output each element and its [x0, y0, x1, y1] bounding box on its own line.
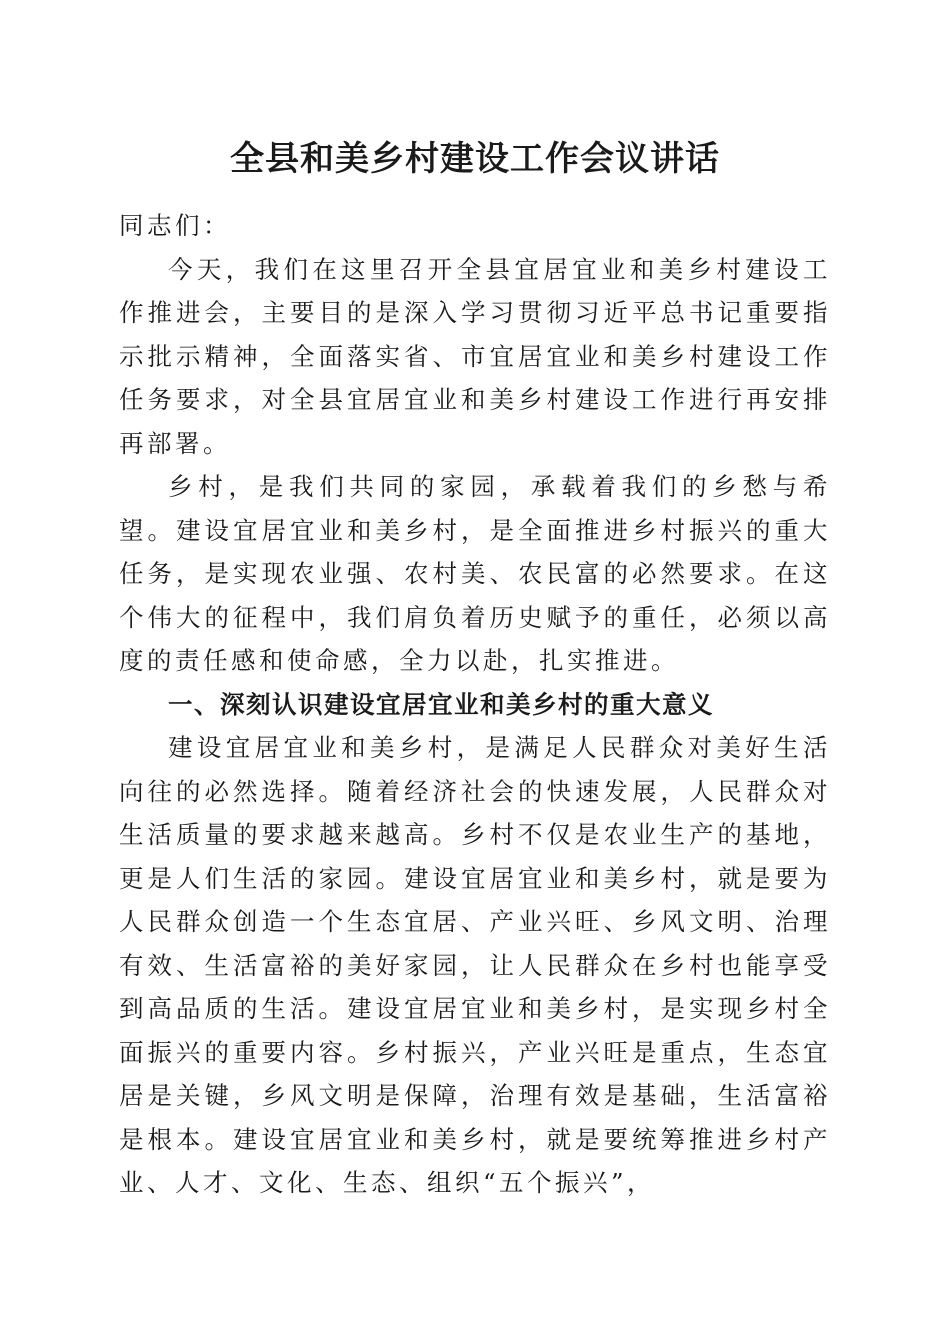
document-body [119, 204, 831, 1205]
section-heading-1: 一、深刻认识建设宜居宜业和美乡村的重大意义 [168, 689, 714, 719]
paragraph-opening: 今天，我们在这里召开全县宜居宜业和美乡村建设工作推进会，主要目的是深入学习贯彻习近平总书记重要指示批示精神，全面落实省、市宜居宜业和美乡村建设工作任务要求，对全县宜居宜业和美乡村建设工作进行再安排再部署。 [119, 254, 831, 458]
salutation: 同志们： [119, 211, 231, 240]
paragraph-rural-homeland: 乡村，是我们共同的家园，承载着我们的乡愁与希望。建设宜居宜业和美乡村，是全面推进乡村振兴的重大任务，是实现农业强、农村美、农民富的必然要求。在这个伟大的征程中，我们肩负着历史赋予的重任，必须以高度的责任感和使命感，全力以赴，扎实推进。 [119, 472, 831, 675]
paragraph-significance: 建设宜居宜业和美乡村，是满足人民群众对美好生活向往的必然选择。随着经济社会的快速发展，人民群众对生活质量的要求越来越高。乡村不仅是农业生产的基地，更是人们生活的家园。建设宜居宜业和美乡村，就是要为人民群众创造一个生态宜居、产业兴旺、乡风文明、治理有效、生活富裕的美好家园，让人民群众在乡村也能享受到高品质的生活。建设宜居宜业和美乡村，是实现乡村全面振兴的重要内容。乡村振兴，产业兴旺是重点，生态宜居是关键，乡风文明是保障，治理有效是基础，生活富裕是根本。建设宜居宜业和美乡村，就是要统筹推进乡村产业、人才、文化、生态、组织“五个振兴”， [119, 733, 831, 1197]
document-title: 全县和美乡村建设工作会议讲话 [230, 139, 720, 179]
